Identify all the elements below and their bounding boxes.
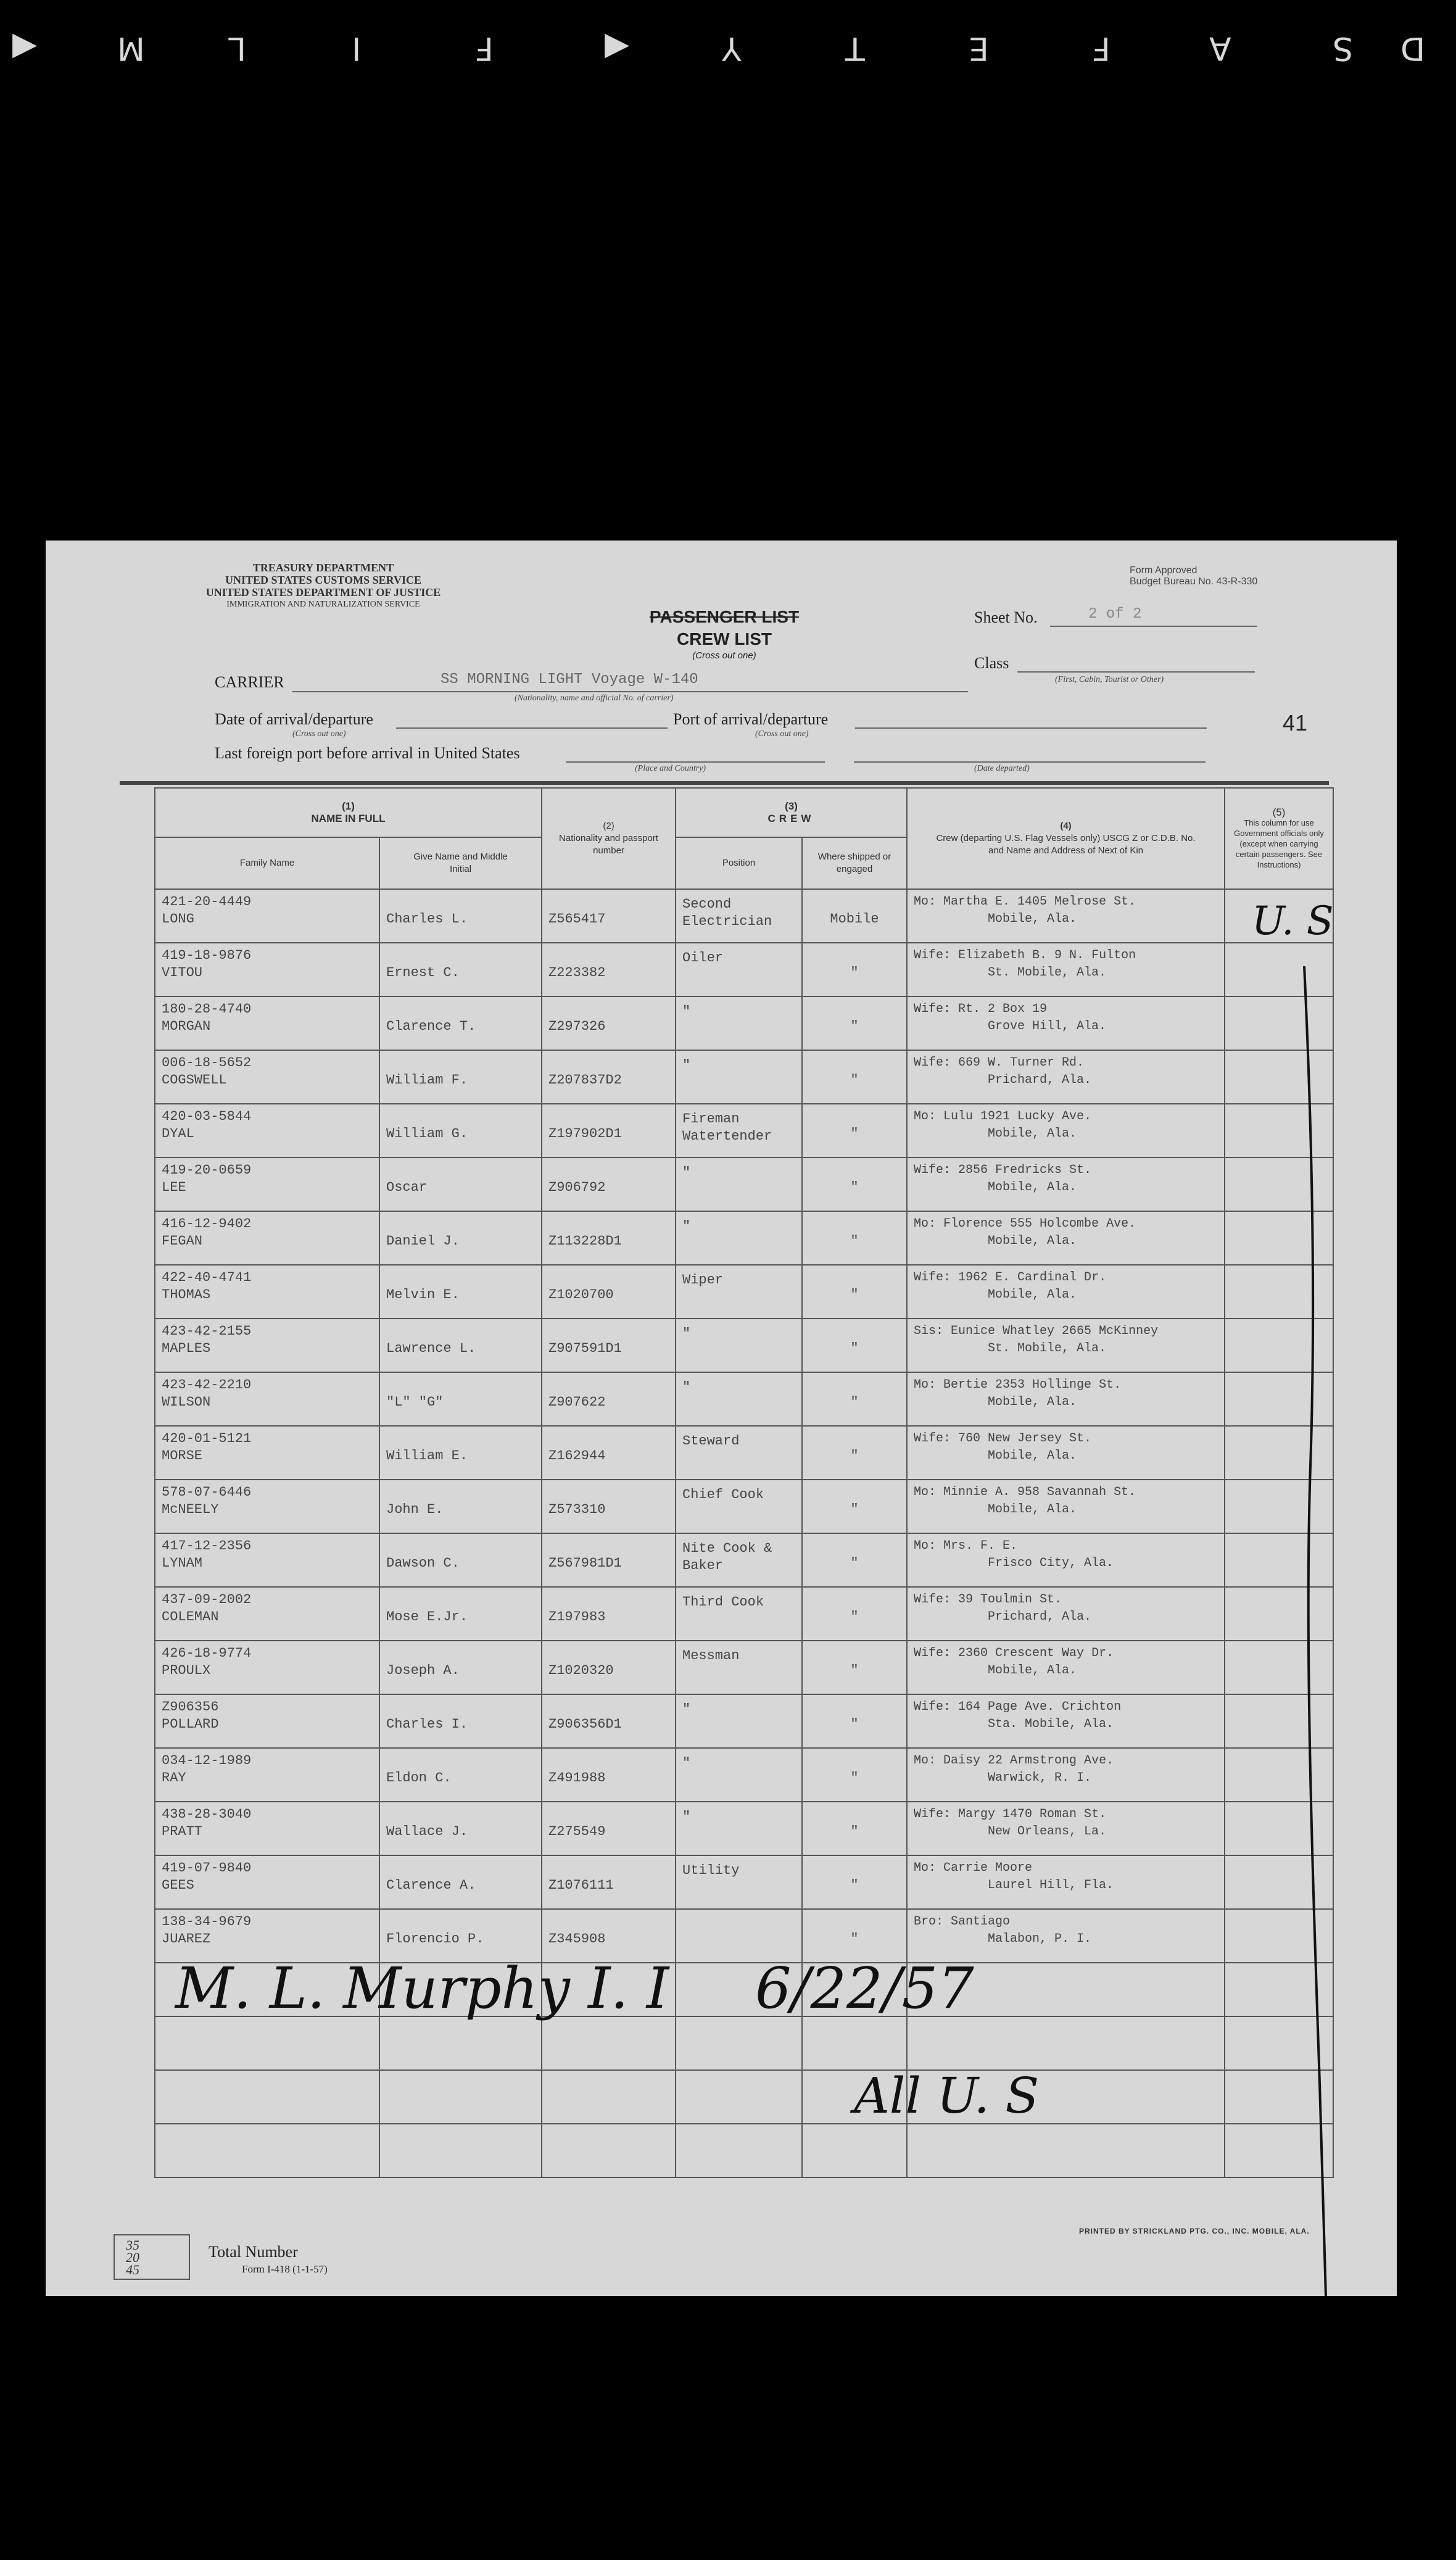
next-of-kin-line-1: Wife: 2856 Fredricks St. — [914, 1163, 1092, 1177]
next-of-kin-line-1: Wife: Margy 1470 Roman St. — [914, 1807, 1107, 1821]
next-of-kin-line-1: Mo: Minnie A. 958 Savannah St. — [914, 1485, 1136, 1499]
position: " — [682, 1058, 691, 1073]
family-name: FEGAN — [162, 1233, 203, 1249]
next-of-kin-line-1: Mo: Daisy 22 Armstrong Ave. — [914, 1754, 1114, 1768]
passport-number: Z197902D1 — [548, 1126, 622, 1141]
ssn: 438-28-3040 — [162, 1807, 252, 1822]
col-family-name: Family Name — [155, 837, 379, 889]
passport-number: Z907622 — [548, 1394, 606, 1410]
position: " — [682, 1004, 691, 1019]
carrier-label: CARRIER — [215, 673, 284, 691]
family-name: THOMAS — [162, 1287, 211, 1303]
family-name: RAY — [162, 1770, 186, 1786]
where-shipped: " — [850, 1502, 859, 1517]
ssn: 437-09-2002 — [162, 1592, 252, 1607]
position: Fireman Watertender — [682, 1111, 772, 1144]
where-shipped: " — [850, 1180, 859, 1195]
ssn: 422-40-4741 — [162, 1270, 252, 1285]
next-of-kin-line-2: Mobile, Ala. — [988, 1288, 1077, 1302]
department-header: TREASURY DEPARTMENT UNITED STATES CUSTOMS SERVICE UNITED STATES DEPARTMENT OF JUSTICE IMMIGRATION AND NATURALIZATION SERVICE — [205, 561, 441, 609]
next-of-kin-line-2: Mobile, Ala. — [988, 1180, 1077, 1195]
passport-number: Z345908 — [548, 1931, 606, 1947]
printer-credit: PRINTED BY STRICKLAND PTG. CO., INC. MOBILE, ALA. — [1079, 2227, 1310, 2235]
where-shipped: " — [850, 1717, 859, 1732]
ssn: 423-42-2155 — [162, 1323, 252, 1339]
next-of-kin-line-2: Mobile, Ala. — [988, 1234, 1077, 1248]
given-name: Charles L. — [386, 911, 468, 927]
family-name: JUAREZ — [162, 1931, 211, 1947]
given-name: Florencio P. — [386, 1931, 484, 1947]
sheet-value: 2 of 2 — [1088, 606, 1142, 623]
where-shipped: Mobile — [830, 911, 879, 927]
where-shipped: " — [850, 1448, 859, 1464]
col-where-shipped: Where shipped or engaged — [802, 837, 907, 889]
passport-number: Z297326 — [548, 1019, 606, 1034]
ssn: 420-01-5121 — [162, 1431, 252, 1446]
where-shipped: " — [850, 1072, 859, 1088]
where-shipped: " — [850, 965, 859, 980]
position: " — [682, 1326, 691, 1341]
inspector-signature: M. L. Murphy I. I — [175, 1955, 669, 2021]
form-title: PASSENGER LIST CREW LIST (Cross out one) — [649, 607, 800, 661]
where-shipped: " — [850, 1555, 859, 1571]
where-shipped: " — [850, 1126, 859, 1141]
given-name: Mose E.Jr. — [386, 1609, 468, 1625]
ssn: Z906356 — [162, 1699, 219, 1715]
next-of-kin-line-2: Grove Hill, Ala. — [988, 1019, 1107, 1034]
family-name: PRATT — [162, 1824, 203, 1839]
passport-number: Z207837D2 — [548, 1072, 622, 1088]
passport-number: Z567981D1 — [548, 1555, 622, 1571]
passport-number: Z907591D1 — [548, 1341, 622, 1356]
family-name: GEES — [162, 1878, 194, 1893]
next-of-kin-line-2: Malabon, P. I. — [988, 1932, 1092, 1946]
next-of-kin-line-2: Mobile, Ala. — [988, 1127, 1077, 1141]
family-name: MAPLES — [162, 1341, 211, 1356]
passport-number: Z491988 — [548, 1770, 606, 1786]
arrival-label: Date of arrival/departure — [215, 710, 373, 728]
ssn: 034-12-1989 — [162, 1753, 252, 1768]
family-name: LONG — [162, 911, 194, 927]
position: " — [682, 1755, 691, 1771]
position: Oiler — [682, 950, 724, 966]
given-name: Dawson C. — [386, 1555, 460, 1571]
passport-number: Z906356D1 — [548, 1717, 622, 1732]
next-of-kin-line-2: Sta. Mobile, Ala. — [988, 1717, 1114, 1731]
ssn: 421-20-4449 — [162, 894, 252, 909]
ssn: 417-12-2356 — [162, 1538, 252, 1554]
last-port-label: Last foreign port before arrival in United States — [215, 744, 520, 762]
next-of-kin-line-1: Wife: 2360 Crescent Way Dr. — [914, 1646, 1114, 1660]
next-of-kin-line-2: Warwick, R. I. — [988, 1771, 1092, 1785]
passport-number: Z113228D1 — [548, 1233, 622, 1249]
position: Utility — [682, 1863, 740, 1878]
where-shipped: " — [850, 1341, 859, 1356]
next-of-kin-line-2: Prichard, Ala. — [988, 1610, 1092, 1624]
ssn: 416-12-9402 — [162, 1216, 252, 1232]
family-name: McNEELY — [162, 1502, 219, 1517]
passport-number: Z275549 — [548, 1824, 606, 1839]
all-us-note: All U. S — [854, 2067, 1040, 2124]
next-of-kin-line-2: Mobile, Ala. — [988, 1502, 1077, 1517]
position: Chief Cook — [682, 1487, 764, 1502]
where-shipped: " — [850, 1287, 859, 1303]
signature-date: 6/22/57 — [755, 1955, 974, 2021]
col-given-name: Give Name and Middle Initial — [379, 837, 542, 889]
given-name: William E. — [386, 1448, 468, 1464]
form-number: Form I-418 (1-1-57) — [242, 2263, 328, 2275]
family-name: MORGAN — [162, 1019, 211, 1034]
given-name: Eldon C. — [386, 1770, 452, 1786]
next-of-kin-line-2: Mobile, Ala. — [988, 1449, 1077, 1463]
given-name: Clarence T. — [386, 1019, 476, 1034]
next-of-kin-line-2: Prichard, Ala. — [988, 1073, 1092, 1087]
next-of-kin-line-2: Laurel Hill, Fla. — [988, 1878, 1114, 1892]
next-of-kin-line-1: Mo: Florence 555 Holcombe Ave. — [914, 1217, 1136, 1231]
where-shipped: " — [850, 1663, 859, 1678]
passport-number: Z197983 — [548, 1609, 606, 1625]
handwriting-layer — [46, 541, 1397, 2296]
given-name: Daniel J. — [386, 1233, 460, 1249]
next-of-kin-line-1: Mo: Bertie 2353 Hollinge St. — [914, 1378, 1122, 1392]
given-name: Joseph A. — [386, 1663, 460, 1678]
total-count-box — [114, 2234, 190, 2280]
col-nationality: (2) Nationality and passport number — [542, 788, 676, 889]
col-position: Position — [676, 837, 802, 889]
where-shipped: " — [850, 1233, 859, 1249]
family-name: COLEMAN — [162, 1609, 219, 1625]
where-shipped: " — [850, 1824, 859, 1839]
passport-number: Z223382 — [548, 965, 606, 980]
family-name: VITOU — [162, 965, 203, 980]
position: " — [682, 1809, 691, 1825]
next-of-kin-line-2: Mobile, Ala. — [988, 912, 1077, 926]
ssn: 578-07-6446 — [162, 1485, 252, 1500]
given-name: Melvin E. — [386, 1287, 460, 1303]
passport-number: Z1076111 — [548, 1878, 614, 1893]
next-of-kin-line-1: Wife: 39 Toulmin St. — [914, 1593, 1062, 1607]
family-name: POLLARD — [162, 1717, 219, 1732]
family-name: DYAL — [162, 1126, 194, 1141]
where-shipped: " — [850, 1019, 859, 1034]
total-count: 35 20 45 — [126, 2237, 139, 2277]
next-of-kin-line-2: Mobile, Ala. — [988, 1395, 1077, 1409]
total-label: Total Number — [209, 2243, 298, 2261]
col-name-in-full: (1) NAME IN FULL — [155, 788, 542, 837]
passport-number: Z565417 — [548, 911, 606, 927]
position: Second Electrician — [682, 897, 772, 929]
position: Third Cook — [682, 1594, 764, 1610]
family-name: WILSON — [162, 1394, 211, 1410]
ssn: 423-42-2210 — [162, 1377, 252, 1393]
gov-mark-us: U. S — [1252, 898, 1334, 944]
ssn: 420-03-5844 — [162, 1109, 252, 1124]
next-of-kin-line-2: New Orleans, La. — [988, 1825, 1107, 1839]
next-of-kin-line-1: Wife: Elizabeth B. 9 N. Fulton — [914, 948, 1136, 963]
next-of-kin-line-1: Mo: Lulu 1921 Lucky Ave. — [914, 1109, 1092, 1124]
position: " — [682, 1702, 691, 1717]
position: Messman — [682, 1648, 740, 1663]
ssn: 419-18-9876 — [162, 948, 252, 963]
next-of-kin-line-1: Wife: 760 New Jersey St. — [914, 1431, 1092, 1446]
given-name: Clarence A. — [386, 1878, 476, 1893]
given-name: William G. — [386, 1126, 468, 1141]
passport-number: Z573310 — [548, 1502, 606, 1517]
ssn: 180-28-4740 — [162, 1001, 252, 1017]
position: " — [682, 1219, 691, 1234]
given-name: Charles I. — [386, 1717, 468, 1732]
next-of-kin-line-1: Mo: Martha E. 1405 Melrose St. — [914, 895, 1136, 909]
position: " — [682, 1165, 691, 1180]
position: Nite Cook & Baker — [682, 1541, 772, 1573]
port-label: Port of arrival/departure — [673, 710, 829, 728]
next-of-kin-line-2: St. Mobile, Ala. — [988, 966, 1107, 980]
given-name: "L" "G" — [386, 1394, 444, 1410]
passport-number: Z906792 — [548, 1180, 606, 1195]
col-crew: (3) CREW — [676, 788, 907, 837]
class-label: Class — [974, 654, 1009, 672]
where-shipped: " — [850, 1878, 859, 1893]
sheet-label: Sheet No. — [974, 608, 1038, 626]
next-of-kin-line-1: Wife: 669 W. Turner Rd. — [914, 1056, 1085, 1070]
ssn: 138-34-9679 — [162, 1914, 252, 1929]
ssn: 426-18-9774 — [162, 1646, 252, 1661]
where-shipped: " — [850, 1609, 859, 1625]
ssn: 006-18-5652 — [162, 1055, 252, 1071]
family-name: LYNAM — [162, 1555, 203, 1571]
passport-number: Z1020700 — [548, 1287, 614, 1303]
next-of-kin-line-1: Sis: Eunice Whatley 2665 McKinney — [914, 1324, 1159, 1338]
family-name: LEE — [162, 1180, 186, 1195]
position: " — [682, 1380, 691, 1395]
given-name: Lawrence L. — [386, 1341, 476, 1356]
where-shipped: " — [850, 1770, 859, 1786]
given-name: Ernest C. — [386, 965, 460, 980]
passport-number: Z1020320 — [548, 1663, 614, 1678]
next-of-kin-line-1: Mo: Mrs. F. E. — [914, 1539, 1018, 1553]
position: Steward — [682, 1433, 740, 1449]
crew-list-form: TREASURY DEPARTMENT UNITED STATES CUSTOMS SERVICE UNITED STATES DEPARTMENT OF JUSTICE IMMIGRATION AND NATURALIZATION SERVICE PASSENGER LIST CREW LIST (Cross out one) Form Approved Budget Bureau No. 43-R-330 Sheet No. 2 of 2 Class (First, Cabin, Tourist or Other) CARRIER SS MORNING LIGHT Voyage W-140 (Nationality, name and official No. of carrier) Date of arrival/departure (Cross out one) Port of arrival/departure (Cross out one) 41 Last foreign port before arrival in United States (Place and Country) (Date departed) (1) NAME IN FULL (2) Nationality and passport number (3) CREW (4) Crew (departing U.S. Flag Vessels only) USCG Z or C.D.B. No. and Name and Address of Next of Kin (5) This column for use Government officials only (except when carrying certain passengers. See Instructions) Family Name Give Name and Middle Initial Position Where shipped or engaged 421-20-4449 LONG Charles L. Z565417 Second Electrician Mobile Mo: Martha E. 1405 Melrose St. Mobile, Ala. 419-18-9876 VITOU Ernest C. Z223382 Oiler " Wife: Elizabeth B. 9 N. Fulton St. Mobile, Ala. 180-28-4740 MORGAN Clarence T. Z297326 " " Wife: Rt. 2 Box 19 Grove Hill, Ala. 006-18-5652 COGSWELL William F. Z207837D2 " " Wife: 669 W. Turner Rd. Prichard, Ala. 420-03-5844 DYAL William G. Z197902D1 Fireman Watertender " Mo: Lulu 1921 Lucky Ave. Mobile, Ala. 419-20-0659 LEE Oscar Z906792 " " Wife: 2856 Fredricks St. Mobile, Ala. 416-12-9402 FEGAN Daniel J. Z113228D1 " " Mo: Florence 555 Holcombe Ave. Mobile, Ala. 422-40-4741 THOMAS Melvin E. Z1020700 Wiper " Wife: 1962 E. Cardinal Dr. Mobile, Ala. 423-42-2155 MAPLES Lawrence L. Z907591D1 " " Sis: Eunice Whatley 2665 McKinney St. Mobile, Ala. 423-42-2210 WILSON "L" "G" Z907622 " " Mo: Bertie 2353 Hollinge St. Mobile, Ala. 420-01-5121 MORSE William E. Z162944 Steward " Wife: 760 New Jersey St. Mobile, Ala. 578-07-6446 McNEELY John E. Z573310 Chief Cook " Mo: Minnie A. 958 Savannah St. Mobile, Ala. 417-12-2356 LYNAM Dawson C. Z567981D1 Nite Cook & Baker " Mo: Mrs. F. E. Frisco City, Ala. 437-09-2002 COLEMAN Mose E.Jr. Z197983 Third Cook " Wife: 39 Toulmin St. Prichard, Ala. 426-18-9774 PROULX Joseph A. Z1020320 Messman " Wife: 2360 Crescent Way Dr. Mobile, Ala. Z906356 POLLARD Charles I. Z906356D1 " " Wife: 164 Page Ave. Crichton Sta. Mobile, Ala. 034-12-1989 RAY Eldon C. Z491988 " " Mo: Daisy 22 Armstrong Ave. Warwick, R. I. 438-28-3040 PRATT Wallace J. Z275549 " " Wife: Margy 1470 Roman St. New Orleans, La. 419-07-9840 GEES Clarence A. Z1076111 Utility " Mo: Carrie Moore Laurel Hill, Fla. 138-34-9679 JUAREZ Florencio P. Z345908 " Bro: Santiago Malabon, P. I. U. S M. L. Murphy I. I 6/22/57 All U. S 35 20 45 Total Number Form I-418 (1-1-57) PRINTED BY STRICKLAND PTG. CO., INC. MOBILE, ALA. — [46, 541, 1397, 2296]
given-name: John E. — [386, 1502, 444, 1517]
page-number: 41 — [1283, 710, 1308, 735]
given-name: William F. — [386, 1072, 468, 1088]
next-of-kin-line-1: Mo: Carrie Moore — [914, 1861, 1033, 1875]
passport-number: Z162944 — [548, 1448, 606, 1464]
next-of-kin-line-1: Wife: Rt. 2 Box 19 — [914, 1002, 1048, 1016]
where-shipped: " — [850, 1931, 859, 1947]
family-name: PROULX — [162, 1663, 211, 1678]
family-name: MORSE — [162, 1448, 203, 1464]
ssn: 419-20-0659 — [162, 1162, 252, 1178]
vertical-pen-line — [1304, 966, 1326, 2296]
next-of-kin-line-2: Frisco City, Ala. — [988, 1556, 1114, 1570]
form-approved-note: Form Approved Budget Bureau No. 43-R-330 — [1130, 565, 1258, 587]
film-edge-strip: ◀ M L I F ◀ Y T E F A S D — [12, 30, 1426, 67]
col-government-use: (5) This column for use Government officials only (except when carrying certain passengers. See Instructions) — [1225, 788, 1333, 889]
position: Wiper — [682, 1272, 724, 1288]
next-of-kin-line-2: Mobile, Ala. — [988, 1663, 1077, 1678]
carrier-value: SS MORNING LIGHT Voyage W-140 — [441, 671, 698, 688]
col-next-of-kin: (4) Crew (departing U.S. Flag Vessels only) USCG Z or C.D.B. No. and Name and Address of Next of Kin — [907, 788, 1225, 889]
next-of-kin-line-1: Wife: 164 Page Ave. Crichton — [914, 1700, 1122, 1714]
family-name: COGSWELL — [162, 1072, 227, 1088]
ssn: 419-07-9840 — [162, 1860, 252, 1876]
next-of-kin-line-1: Bro: Santiago — [914, 1915, 1011, 1929]
next-of-kin-line-2: St. Mobile, Ala. — [988, 1341, 1107, 1356]
where-shipped: " — [850, 1394, 859, 1410]
next-of-kin-line-1: Wife: 1962 E. Cardinal Dr. — [914, 1270, 1107, 1285]
given-name: Wallace J. — [386, 1824, 468, 1839]
given-name: Oscar — [386, 1180, 428, 1195]
